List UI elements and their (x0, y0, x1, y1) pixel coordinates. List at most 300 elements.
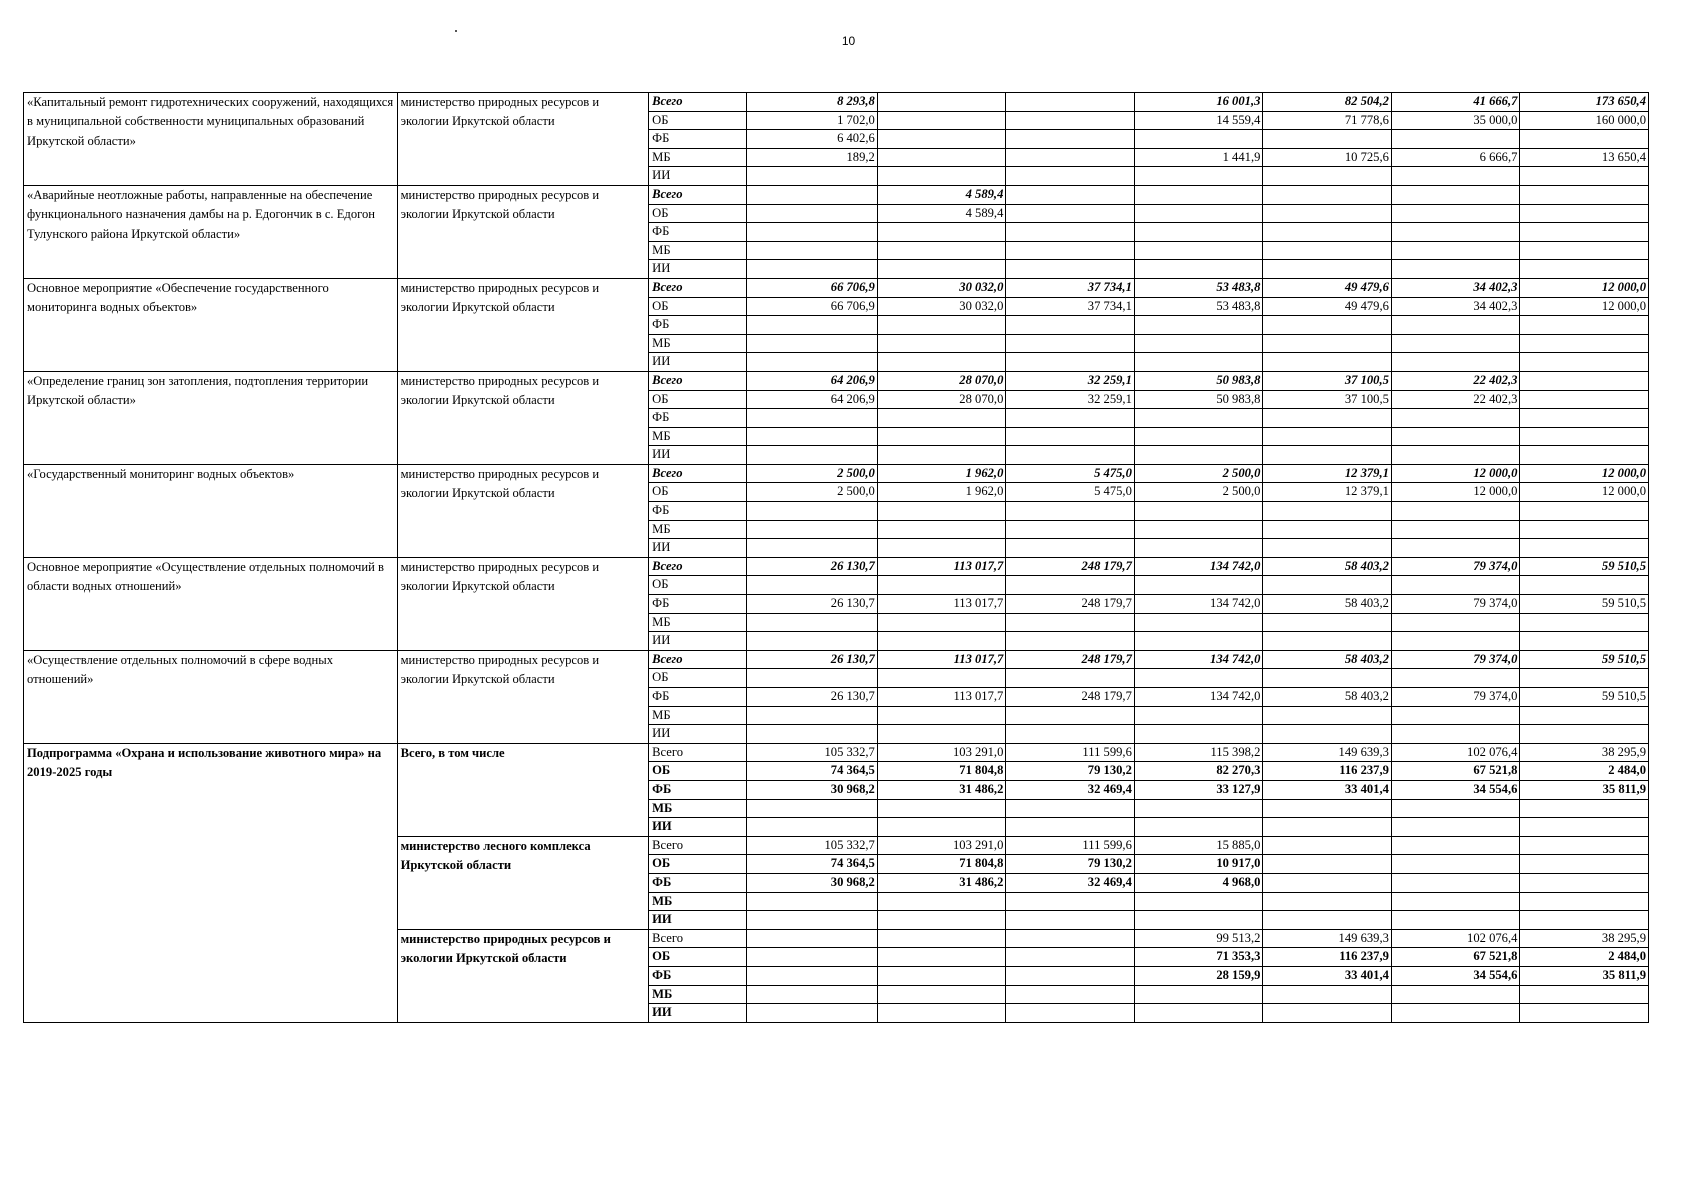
executor-cell: министерство природных ресурсов и экологии Иркутской области (397, 464, 649, 557)
amount-cell: 34 554,6 (1391, 966, 1520, 985)
amount-cell (747, 241, 878, 260)
amount-cell (747, 185, 878, 204)
executor-cell: министерство природных ресурсов и экологии Иркутской области (397, 650, 649, 743)
amount-cell (1263, 204, 1392, 223)
funding-source-cell: ИИ (649, 632, 747, 651)
funding-source-cell: ОБ (649, 669, 747, 688)
amount-cell: 34 402,3 (1391, 278, 1520, 297)
table-row (24, 464, 1649, 483)
amount-cell: 59 510,5 (1520, 557, 1649, 576)
amount-cell (1391, 316, 1520, 335)
amount-cell (1263, 576, 1392, 595)
amount-cell: 64 206,9 (747, 371, 878, 390)
amount-cell (1006, 985, 1135, 1004)
amount-cell (1263, 892, 1392, 911)
executor-cell: министерство природных ресурсов и экологии Иркутской области (397, 929, 649, 1022)
amount-cell (747, 929, 878, 948)
amount-cell: 12 000,0 (1391, 483, 1520, 502)
amount-cell (1006, 613, 1135, 632)
table-group (24, 93, 1649, 186)
amount-cell (1006, 669, 1135, 688)
amount-cell (877, 576, 1006, 595)
funding-source-cell: МБ (649, 985, 747, 1004)
amount-cell: 12 000,0 (1520, 483, 1649, 502)
amount-cell (1391, 911, 1520, 930)
funding-source-cell: ОБ (649, 762, 747, 781)
amount-cell (747, 966, 878, 985)
funding-source-cell: ИИ (649, 725, 747, 744)
amount-cell: 37 734,1 (1006, 297, 1135, 316)
amount-cell (1134, 334, 1263, 353)
table-row (24, 557, 1649, 576)
amount-cell (877, 892, 1006, 911)
amount-cell (1006, 148, 1135, 167)
amount-cell (1263, 613, 1392, 632)
amount-cell: 32 259,1 (1006, 390, 1135, 409)
amount-cell: 116 237,9 (1263, 948, 1392, 967)
amount-cell (1520, 576, 1649, 595)
amount-cell (877, 613, 1006, 632)
amount-cell: 31 486,2 (877, 780, 1006, 799)
amount-cell (1006, 911, 1135, 930)
amount-cell (1263, 1004, 1392, 1023)
amount-cell (1263, 873, 1392, 892)
amount-cell: 37 734,1 (1006, 278, 1135, 297)
measure-description: «Капитальный ремонт гидротехнических сооружений, находящихся в муниципальной собственности муниципальных образований Иркутской области» (24, 93, 398, 186)
amount-cell (1391, 632, 1520, 651)
amount-cell (1263, 669, 1392, 688)
executor-cell: министерство природных ресурсов и экологии Иркутской области (397, 278, 649, 371)
amount-cell (1006, 446, 1135, 465)
amount-cell (1391, 818, 1520, 837)
amount-cell (747, 818, 878, 837)
amount-cell (877, 446, 1006, 465)
amount-cell: 5 475,0 (1006, 464, 1135, 483)
amount-cell: 2 500,0 (1134, 464, 1263, 483)
amount-cell (1263, 502, 1392, 521)
amount-cell (877, 427, 1006, 446)
amount-cell (1134, 576, 1263, 595)
amount-cell: 67 521,8 (1391, 762, 1520, 781)
funding-source-cell: ИИ (649, 167, 747, 186)
amount-cell: 160 000,0 (1520, 111, 1649, 130)
amount-cell: 4 968,0 (1134, 873, 1263, 892)
amount-cell: 41 666,7 (1391, 93, 1520, 112)
amount-cell: 66 706,9 (747, 297, 878, 316)
amount-cell (1263, 520, 1392, 539)
amount-cell: 102 076,4 (1391, 743, 1520, 762)
amount-cell (1520, 260, 1649, 279)
amount-cell (1263, 818, 1392, 837)
amount-cell (1520, 390, 1649, 409)
amount-cell (747, 892, 878, 911)
funding-source-cell: ОБ (649, 576, 747, 595)
amount-cell: 102 076,4 (1391, 929, 1520, 948)
amount-cell (747, 948, 878, 967)
amount-cell (1391, 204, 1520, 223)
amount-cell (1134, 223, 1263, 242)
amount-cell (1006, 632, 1135, 651)
amount-cell (1134, 446, 1263, 465)
amount-cell (1263, 632, 1392, 651)
amount-cell: 50 983,8 (1134, 390, 1263, 409)
amount-cell (1006, 111, 1135, 130)
funding-source-cell: МБ (649, 892, 747, 911)
amount-cell: 4 589,4 (877, 204, 1006, 223)
funding-source-cell: Всего (649, 743, 747, 762)
table-row (24, 650, 1649, 669)
amount-cell (1391, 836, 1520, 855)
amount-cell: 12 379,1 (1263, 483, 1392, 502)
funding-source-cell: ИИ (649, 353, 747, 372)
amount-cell: 79 374,0 (1391, 688, 1520, 707)
amount-cell: 32 469,4 (1006, 780, 1135, 799)
amount-cell: 28 159,9 (1134, 966, 1263, 985)
amount-cell: 2 484,0 (1520, 762, 1649, 781)
amount-cell: 38 295,9 (1520, 743, 1649, 762)
amount-cell (1006, 539, 1135, 558)
amount-cell: 35 000,0 (1391, 111, 1520, 130)
amount-cell (1263, 260, 1392, 279)
amount-cell (1391, 669, 1520, 688)
amount-cell: 248 179,7 (1006, 688, 1135, 707)
amount-cell: 115 398,2 (1134, 743, 1263, 762)
amount-cell (1134, 706, 1263, 725)
amount-cell (1006, 223, 1135, 242)
funding-source-cell: МБ (649, 520, 747, 539)
measure-description: «Осуществление отдельных полномочий в сфере водных отношений» (24, 650, 398, 743)
amount-cell (1391, 855, 1520, 874)
amount-cell (877, 911, 1006, 930)
amount-cell (1006, 799, 1135, 818)
amount-cell: 111 599,6 (1006, 743, 1135, 762)
amount-cell (1391, 353, 1520, 372)
amount-cell: 79 130,2 (1006, 855, 1135, 874)
amount-cell (877, 409, 1006, 428)
amount-cell (1263, 799, 1392, 818)
amount-cell (1391, 446, 1520, 465)
amount-cell: 32 259,1 (1006, 371, 1135, 390)
amount-cell (1134, 520, 1263, 539)
amount-cell: 71 778,6 (1263, 111, 1392, 130)
table-group (24, 743, 1649, 1022)
amount-cell (747, 539, 878, 558)
amount-cell: 189,2 (747, 148, 878, 167)
amount-cell (1520, 446, 1649, 465)
measure-description: «Аварийные неотложные работы, направленные на обеспечение функционального назначения дамбы на р. Едогончик в с. Едогон Тулунского района Иркутской области» (24, 185, 398, 278)
funding-source-cell: Всего (649, 557, 747, 576)
amount-cell (1520, 669, 1649, 688)
amount-cell (1520, 371, 1649, 390)
amount-cell: 37 100,5 (1263, 371, 1392, 390)
amount-cell: 103 291,0 (877, 743, 1006, 762)
amount-cell (1134, 167, 1263, 186)
amount-cell: 6 666,7 (1391, 148, 1520, 167)
measure-description: Основное мероприятие «Осуществление отдельных полномочий в области водных отношений» (24, 557, 398, 650)
amount-cell (747, 446, 878, 465)
amount-cell: 113 017,7 (877, 650, 1006, 669)
amount-cell (1134, 409, 1263, 428)
amount-cell: 32 469,4 (1006, 873, 1135, 892)
amount-cell (877, 130, 1006, 149)
amount-cell (1520, 818, 1649, 837)
funding-source-cell: Всего (649, 93, 747, 112)
funding-source-cell: ФБ (649, 316, 747, 335)
amount-cell (1134, 539, 1263, 558)
amount-cell: 10 725,6 (1263, 148, 1392, 167)
funding-source-cell: ИИ (649, 539, 747, 558)
table-row (24, 93, 1649, 112)
amount-cell (747, 223, 878, 242)
amount-cell (1006, 204, 1135, 223)
amount-cell (1520, 985, 1649, 1004)
amount-cell (1263, 316, 1392, 335)
amount-cell (1520, 241, 1649, 260)
amount-cell (877, 148, 1006, 167)
amount-cell: 2 500,0 (747, 464, 878, 483)
amount-cell (1006, 725, 1135, 744)
amount-cell: 5 475,0 (1006, 483, 1135, 502)
amount-cell: 79 130,2 (1006, 762, 1135, 781)
table-group (24, 278, 1649, 371)
funding-source-cell: Всего (649, 278, 747, 297)
amount-cell: 74 364,5 (747, 762, 878, 781)
amount-cell (747, 167, 878, 186)
amount-cell: 2 484,0 (1520, 948, 1649, 967)
amount-cell (1391, 873, 1520, 892)
amount-cell (1520, 130, 1649, 149)
amount-cell: 173 650,4 (1520, 93, 1649, 112)
amount-cell (1006, 167, 1135, 186)
amount-cell (877, 539, 1006, 558)
amount-cell: 30 968,2 (747, 873, 878, 892)
amount-cell: 2 500,0 (1134, 483, 1263, 502)
amount-cell (1006, 520, 1135, 539)
amount-cell: 26 130,7 (747, 650, 878, 669)
amount-cell: 10 917,0 (1134, 855, 1263, 874)
amount-cell (1134, 260, 1263, 279)
amount-cell: 13 650,4 (1520, 148, 1649, 167)
amount-cell (1391, 799, 1520, 818)
funding-source-cell: ИИ (649, 260, 747, 279)
table-row (24, 371, 1649, 390)
amount-cell (1520, 409, 1649, 428)
funding-source-cell: ФБ (649, 780, 747, 799)
amount-cell (747, 911, 878, 930)
funding-source-cell: ОБ (649, 297, 747, 316)
amount-cell: 26 130,7 (747, 595, 878, 614)
amount-cell (1006, 409, 1135, 428)
amount-cell (1391, 185, 1520, 204)
amount-cell (747, 502, 878, 521)
amount-cell (1391, 334, 1520, 353)
amount-cell: 66 706,9 (747, 278, 878, 297)
funding-source-cell: ОБ (649, 111, 747, 130)
amount-cell (1263, 353, 1392, 372)
amount-cell (1006, 1004, 1135, 1023)
amount-cell: 34 402,3 (1391, 297, 1520, 316)
amount-cell: 4 589,4 (877, 185, 1006, 204)
amount-cell: 28 070,0 (877, 390, 1006, 409)
funding-source-cell: Всего (649, 185, 747, 204)
amount-cell (1006, 334, 1135, 353)
financing-table (23, 92, 1649, 1023)
amount-cell (1006, 948, 1135, 967)
amount-cell (747, 1004, 878, 1023)
amount-cell: 113 017,7 (877, 595, 1006, 614)
amount-cell: 31 486,2 (877, 873, 1006, 892)
table-group (24, 464, 1649, 557)
amount-cell (747, 669, 878, 688)
amount-cell (747, 427, 878, 446)
amount-cell: 103 291,0 (877, 836, 1006, 855)
amount-cell (1391, 576, 1520, 595)
amount-cell: 26 130,7 (747, 557, 878, 576)
amount-cell (1006, 502, 1135, 521)
funding-source-cell: ФБ (649, 409, 747, 428)
amount-cell (1263, 706, 1392, 725)
amount-cell: 1 702,0 (747, 111, 878, 130)
amount-cell: 71 804,8 (877, 762, 1006, 781)
amount-cell: 74 364,5 (747, 855, 878, 874)
amount-cell (1520, 836, 1649, 855)
amount-cell: 28 070,0 (877, 371, 1006, 390)
amount-cell (877, 502, 1006, 521)
amount-cell: 35 811,9 (1520, 780, 1649, 799)
measure-description: Основное мероприятие «Обеспечение государственного мониторинга водных объектов» (24, 278, 398, 371)
amount-cell (1006, 892, 1135, 911)
amount-cell (1006, 929, 1135, 948)
amount-cell (877, 111, 1006, 130)
amount-cell (1520, 185, 1649, 204)
amount-cell (1263, 409, 1392, 428)
amount-cell (1134, 130, 1263, 149)
amount-cell (1134, 241, 1263, 260)
amount-cell: 49 479,6 (1263, 278, 1392, 297)
amount-cell (747, 632, 878, 651)
funding-source-cell: ИИ (649, 1004, 747, 1023)
amount-cell (877, 725, 1006, 744)
amount-cell (1391, 539, 1520, 558)
amount-cell: 34 554,6 (1391, 780, 1520, 799)
amount-cell (1263, 855, 1392, 874)
amount-cell: 79 374,0 (1391, 595, 1520, 614)
amount-cell: 58 403,2 (1263, 688, 1392, 707)
amount-cell: 149 639,3 (1263, 929, 1392, 948)
amount-cell (747, 204, 878, 223)
amount-cell (1263, 241, 1392, 260)
amount-cell: 82 504,2 (1263, 93, 1392, 112)
funding-source-cell: ОБ (649, 948, 747, 967)
amount-cell (1520, 502, 1649, 521)
amount-cell (1520, 167, 1649, 186)
amount-cell (747, 316, 878, 335)
table-group (24, 650, 1649, 743)
amount-cell: 248 179,7 (1006, 595, 1135, 614)
amount-cell: 53 483,8 (1134, 278, 1263, 297)
amount-cell: 1 962,0 (877, 464, 1006, 483)
amount-cell (1520, 911, 1649, 930)
amount-cell (1391, 502, 1520, 521)
amount-cell: 248 179,7 (1006, 650, 1135, 669)
amount-cell (747, 334, 878, 353)
amount-cell: 16 001,3 (1134, 93, 1263, 112)
amount-cell (877, 632, 1006, 651)
amount-cell: 33 401,4 (1263, 966, 1392, 985)
amount-cell (1520, 892, 1649, 911)
amount-cell: 1 441,9 (1134, 148, 1263, 167)
funding-source-cell: МБ (649, 427, 747, 446)
funding-source-cell: ФБ (649, 130, 747, 149)
funding-source-cell: ОБ (649, 483, 747, 502)
amount-cell: 116 237,9 (1263, 762, 1392, 781)
table-group (24, 185, 1649, 278)
amount-cell (1520, 706, 1649, 725)
amount-cell (1391, 706, 1520, 725)
funding-source-cell: ФБ (649, 966, 747, 985)
amount-cell (877, 520, 1006, 539)
amount-cell (1263, 427, 1392, 446)
funding-source-cell: Всего (649, 650, 747, 669)
amount-cell: 12 000,0 (1520, 297, 1649, 316)
amount-cell (1134, 1004, 1263, 1023)
executor-cell: министерство природных ресурсов и экологии Иркутской области (397, 371, 649, 464)
amount-cell (747, 706, 878, 725)
amount-cell (747, 985, 878, 1004)
amount-cell (1391, 427, 1520, 446)
amount-cell (1134, 613, 1263, 632)
funding-source-cell: ФБ (649, 502, 747, 521)
amount-cell (1391, 130, 1520, 149)
funding-source-cell: ФБ (649, 223, 747, 242)
amount-cell (1391, 409, 1520, 428)
measure-description: «Определение границ зон затопления, подтопления территории Иркутской области» (24, 371, 398, 464)
amount-cell (1520, 725, 1649, 744)
amount-cell: 59 510,5 (1520, 650, 1649, 669)
amount-cell: 12 000,0 (1391, 464, 1520, 483)
amount-cell (877, 799, 1006, 818)
amount-cell (877, 316, 1006, 335)
amount-cell: 59 510,5 (1520, 688, 1649, 707)
amount-cell: 64 206,9 (747, 390, 878, 409)
amount-cell (1520, 799, 1649, 818)
amount-cell: 248 179,7 (1006, 557, 1135, 576)
executor-cell: Всего, в том числе (397, 743, 649, 836)
amount-cell (747, 409, 878, 428)
amount-cell (1391, 1004, 1520, 1023)
amount-cell (1391, 613, 1520, 632)
measure-description: «Государственный мониторинг водных объектов» (24, 464, 398, 557)
amount-cell (747, 613, 878, 632)
amount-cell: 82 270,3 (1134, 762, 1263, 781)
executor-cell: министерство природных ресурсов и экологии Иркутской области (397, 93, 649, 186)
amount-cell (1263, 334, 1392, 353)
amount-cell: 35 811,9 (1520, 966, 1649, 985)
amount-cell: 22 402,3 (1391, 371, 1520, 390)
amount-cell: 38 295,9 (1520, 929, 1649, 948)
amount-cell (1520, 334, 1649, 353)
amount-cell (1520, 316, 1649, 335)
amount-cell: 14 559,4 (1134, 111, 1263, 130)
amount-cell (1391, 223, 1520, 242)
funding-source-cell: Всего (649, 836, 747, 855)
amount-cell (1134, 725, 1263, 744)
amount-cell (1263, 836, 1392, 855)
amount-cell (1520, 427, 1649, 446)
amount-cell: 37 100,5 (1263, 390, 1392, 409)
funding-source-cell: ОБ (649, 855, 747, 874)
executor-cell: министерство природных ресурсов и экологии Иркутской области (397, 185, 649, 278)
